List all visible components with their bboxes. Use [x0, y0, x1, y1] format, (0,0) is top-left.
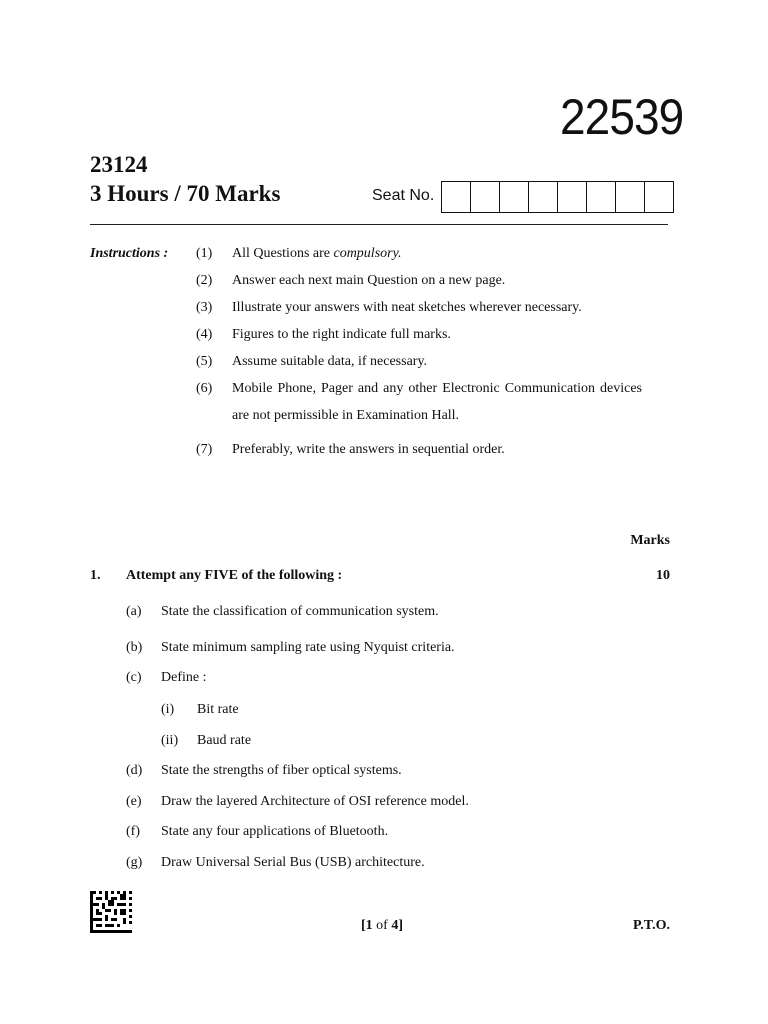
question-text: Attempt any FIVE of the following : — [126, 568, 343, 583]
instruction-number: (3) — [196, 300, 213, 315]
seat-number-boxes — [441, 181, 674, 213]
subquestion-text: Draw Universal Serial Bus (USB) architecture. — [161, 855, 425, 870]
instruction-text: Figures to the right indicate full marks. — [232, 327, 451, 342]
page-number-of: of — [372, 918, 392, 933]
instruction-number: (6) — [196, 381, 213, 396]
instruction-number: (1) — [196, 246, 213, 261]
sub-subquestion-label: (ii) — [161, 733, 179, 748]
subquestion-text: State any four applications of Bluetooth. — [161, 824, 389, 839]
page-number-bracket: [ — [361, 918, 366, 933]
datamatrix-code-icon — [90, 891, 132, 933]
seat-box — [471, 182, 500, 212]
instruction-number: (2) — [196, 273, 213, 288]
instruction-text: Illustrate your answers with neat sketches wherever necessary. — [232, 300, 582, 315]
instruction-text-part: All Questions are — [232, 246, 334, 261]
page-number-bracket: ] — [398, 918, 404, 933]
header-divider — [90, 224, 668, 225]
seat-box — [645, 182, 673, 212]
subquestion-label: (e) — [126, 794, 142, 809]
subquestion-text: State the classification of communication system. — [161, 604, 439, 619]
marks-column-heading: Marks — [630, 533, 670, 548]
question-marks: 10 — [656, 568, 670, 583]
exam-code: 23124 — [90, 152, 148, 177]
seat-box — [500, 182, 529, 212]
subquestion-text: Define : — [161, 670, 207, 685]
instruction-text: Answer each next main Question on a new page. — [232, 273, 506, 288]
seat-box — [558, 182, 587, 212]
page-number-total: 4 — [391, 918, 399, 933]
subquestion-label: (a) — [126, 604, 142, 619]
subquestion-text: State minimum sampling rate using Nyquist criteria. — [161, 640, 455, 655]
instruction-text — [232, 240, 642, 267]
instruction-emphasis: compulsory. — [333, 246, 402, 261]
instructions-label: Instructions : — [90, 246, 169, 261]
sub-subquestion-text: Bit rate — [197, 702, 239, 717]
sub-subquestion-text: Baud rate — [197, 733, 252, 748]
seat-box — [442, 182, 471, 212]
paper-code: 22539 — [560, 89, 684, 145]
seat-box — [587, 182, 616, 212]
subquestion-label: (d) — [126, 763, 143, 778]
duration-marks: 3 Hours / 70 Marks — [90, 181, 281, 206]
instruction-text: Mobile Phone, Pager and any other Electronic Communication devices are not permissible in Examination Hall. — [232, 381, 642, 423]
instruction-number: (7) — [196, 442, 213, 457]
seat-number-label: Seat No. — [372, 187, 435, 204]
question-number: 1. — [90, 568, 101, 583]
subquestion-text: Draw the layered Architecture of OSI reference model. — [161, 794, 469, 809]
page-number-current: 1 — [365, 918, 373, 933]
subquestion-label: (f) — [126, 824, 140, 839]
subquestion-label: (g) — [126, 855, 143, 870]
instruction-text: Preferably, write the answers in sequential order. — [232, 442, 505, 457]
subquestion-label: (b) — [126, 640, 143, 655]
page-number — [361, 918, 403, 934]
instruction-number: (4) — [196, 327, 213, 342]
seat-box — [529, 182, 558, 212]
sub-subquestion-label: (i) — [161, 702, 175, 717]
instruction-text: Assume suitable data, if necessary. — [232, 354, 428, 369]
seat-box — [616, 182, 645, 212]
subquestion-label: (c) — [126, 670, 142, 685]
please-turn-over: P.T.O. — [633, 918, 670, 933]
subquestion-text: State the strengths of fiber optical systems. — [161, 763, 402, 778]
instruction-number: (5) — [196, 354, 213, 369]
